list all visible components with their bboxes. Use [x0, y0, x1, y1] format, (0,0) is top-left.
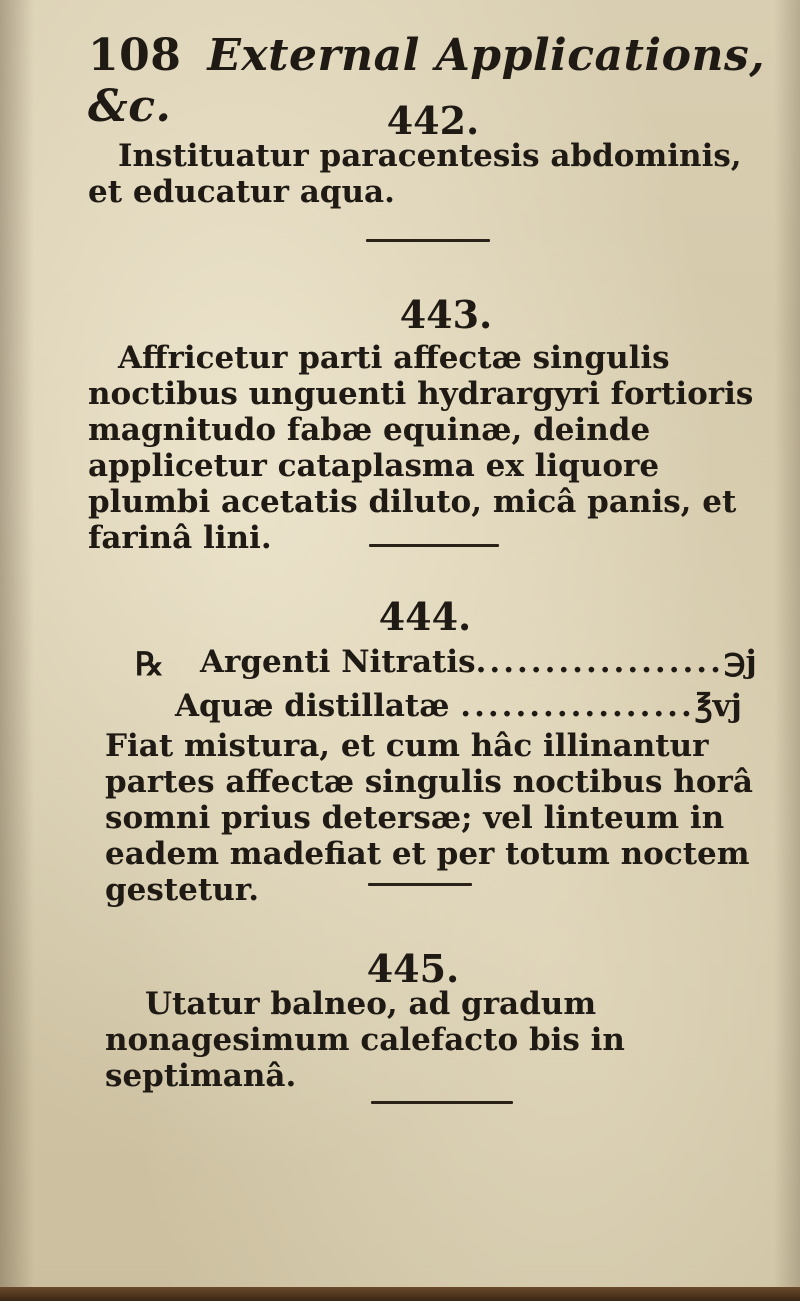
page-number: 108: [88, 30, 182, 81]
section-number-443: 443.: [399, 292, 493, 337]
dot-leader: ..................: [475, 644, 724, 680]
section-number-445: 445.: [366, 946, 460, 991]
section-divider: [368, 883, 472, 886]
page-bottom-edge: [0, 1287, 800, 1301]
section-text-445: Utatur balneo, ad gradum nonagesimum calefacto bis in septimanâ.: [105, 986, 625, 1094]
section-divider: [371, 1101, 513, 1104]
section-number-442: 442.: [386, 98, 480, 143]
section-text-443: Affricetur parti affectæ singulis noctibus unguenti hydrargyri fortioris magnitudo fabæ equinæ, deinde applicetur cataplasma ex liquore plumbi acetatis diluto, micâ panis, et farinâ lini.: [88, 340, 754, 556]
section-text-442: Instituatur paracentesis abdominis, et educatur aqua.: [88, 138, 742, 210]
ingredient-line: [200, 644, 757, 680]
section-number-444: 444.: [378, 594, 472, 639]
section-divider: [366, 239, 490, 242]
ingredient-line: [175, 688, 742, 724]
ingredient-quantity: ℥vj: [694, 688, 742, 724]
page-edge-shadow: [774, 0, 800, 1301]
page-gutter-shadow: [0, 0, 34, 1301]
running-title: External Applications, &c.: [88, 30, 766, 132]
dot-leader: .................: [460, 688, 695, 724]
ingredient-name: Aquæ distillatæ: [175, 688, 450, 724]
recipe-symbol: ℞: [135, 645, 164, 683]
section-text-444: Fiat mistura, et cum hâc illinantur partes affectæ singulis noctibus horâ somni prius detersæ; vel linteum in eadem madefiat et per totum noctem gestetur.: [105, 728, 753, 908]
ingredient-name: Argenti Nitratis: [200, 644, 476, 680]
ingredient-quantity: ℈j: [723, 644, 757, 680]
section-divider: [369, 544, 499, 547]
